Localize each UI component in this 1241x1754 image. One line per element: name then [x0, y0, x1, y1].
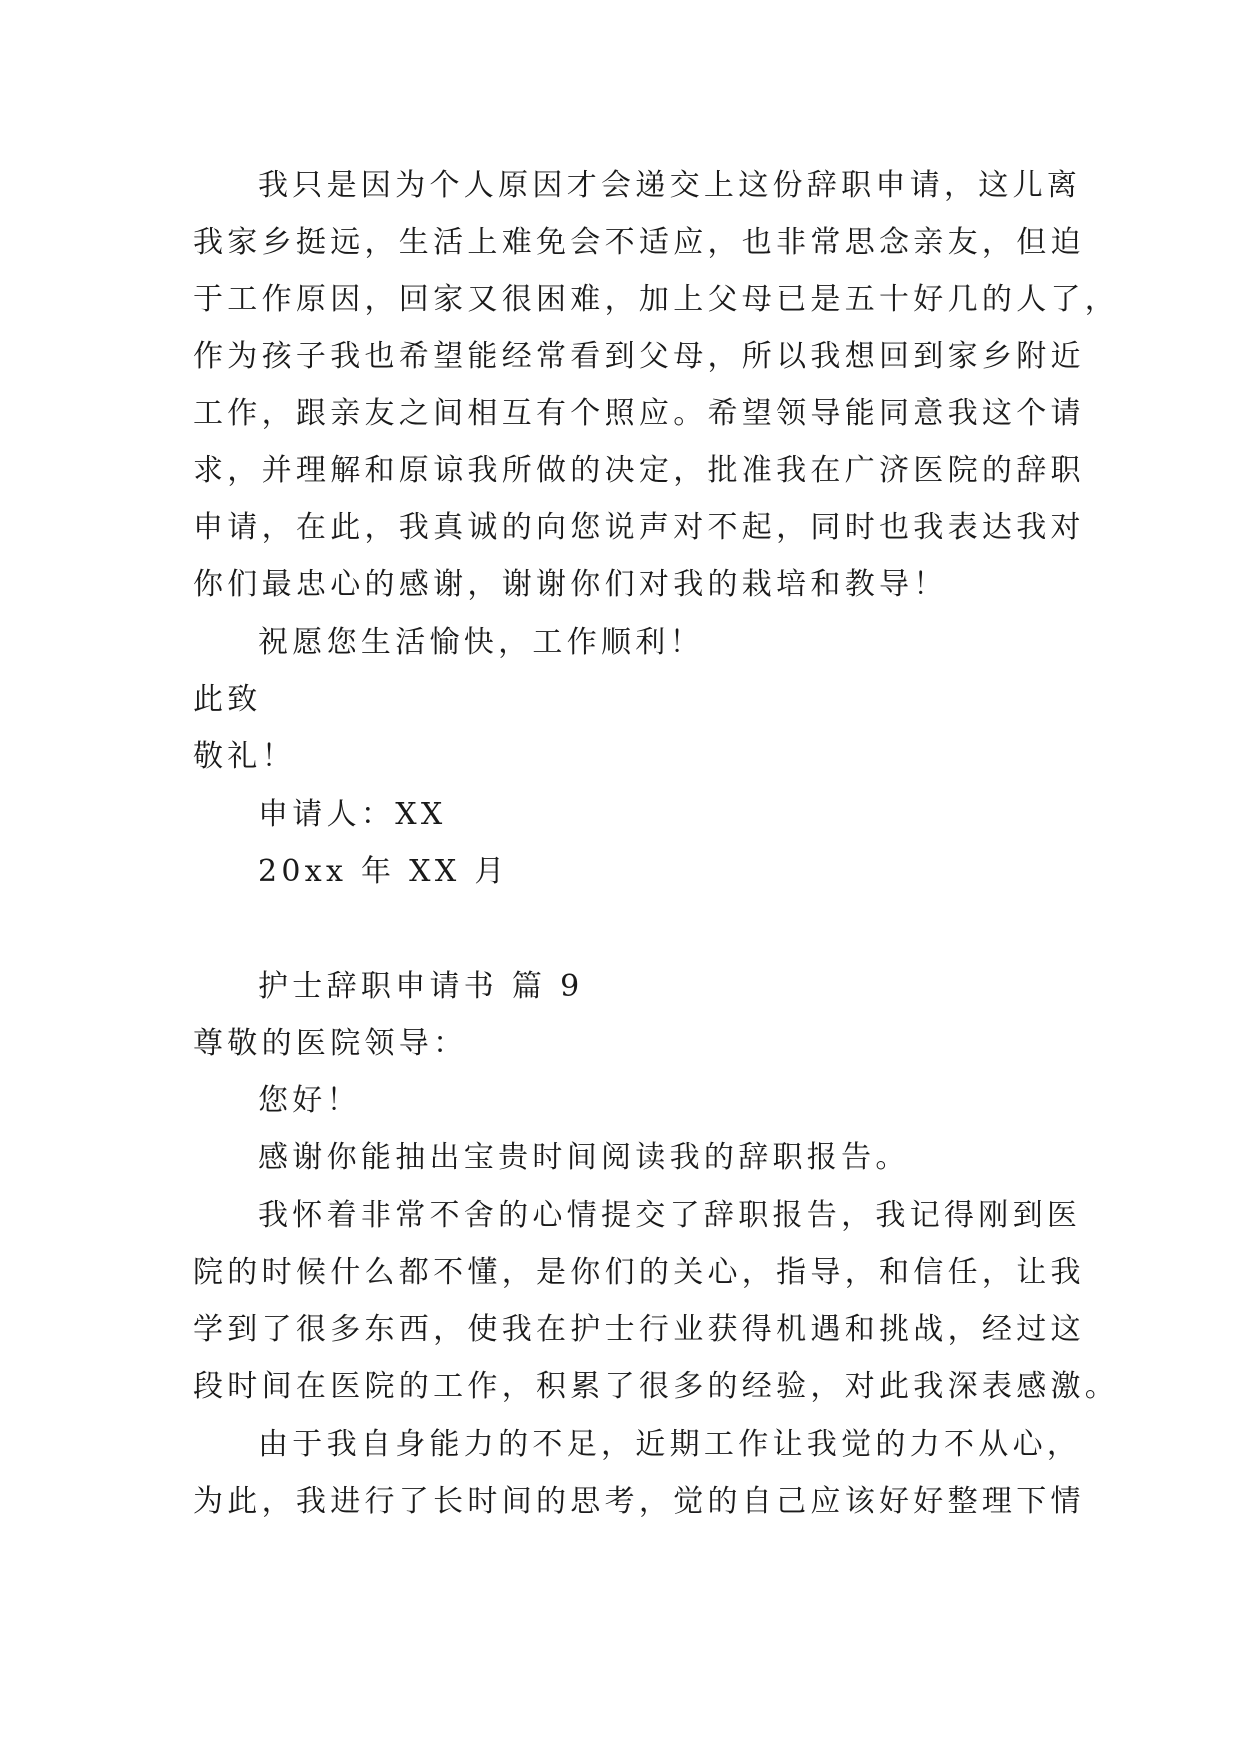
text-line: 申请，在此，我真诚的向您说声对不起，同时也我表达我对 — [193, 510, 1085, 545]
text-line: 为此，我进行了长时间的思考，觉的自己应该好好整理下情 — [193, 1484, 1085, 1519]
closing-line-2: 敬礼！ — [193, 739, 296, 774]
text-line: 我怀着非常不舍的心情提交了辞职报告，我记得刚到医 — [258, 1198, 1082, 1233]
thanks-line: 感谢你能抽出宝贵时间阅读我的辞职报告。 — [258, 1140, 910, 1175]
text-line: 由于我自身能力的不足，近期工作让我觉的力不从心， — [258, 1427, 1082, 1462]
applicant-line: 申请人：XX — [258, 797, 447, 832]
text-line: 你们最忠心的感谢，谢谢你们对我的栽培和教导！ — [193, 567, 948, 602]
text-line: 求，并理解和原谅我所做的决定，批准我在广济医院的辞职 — [193, 453, 1085, 488]
date-line: 20xx 年 XX 月 — [258, 854, 509, 889]
salutation: 尊敬的医院领导： — [193, 1026, 468, 1061]
text-line: 我只是因为个人原因才会递交上这份辞职申请，这儿离 — [258, 168, 1082, 203]
text-line: 院的时候什么都不懂，是你们的关心，指导，和信任，让我 — [193, 1255, 1085, 1290]
text-line: 学到了很多东西，使我在护士行业获得机遇和挑战，经过这 — [193, 1312, 1085, 1347]
closing-line-1: 此致 — [193, 682, 262, 717]
wish-line: 祝愿您生活愉快，工作顺利！ — [258, 625, 704, 660]
text-line: 作为孩子我也希望能经常看到父母，所以我想回到家乡附近 — [193, 339, 1085, 374]
text-line: 我家乡挺远，生活上难免会不适应，也非常思念亲友，但迫 — [193, 225, 1085, 260]
greeting: 您好！ — [258, 1083, 361, 1118]
text-line: 于工作原因，回家又很困难，加上父母已是五十好几的人了， — [193, 282, 1120, 317]
text-line: 段时间在医院的工作，积累了很多的经验，对此我深表感激。 — [193, 1369, 1120, 1404]
text-line: 工作，跟亲友之间相互有个照应。希望领导能同意我这个请 — [193, 396, 1085, 431]
section-heading: 护士辞职申请书 篇 9 — [258, 969, 584, 1004]
